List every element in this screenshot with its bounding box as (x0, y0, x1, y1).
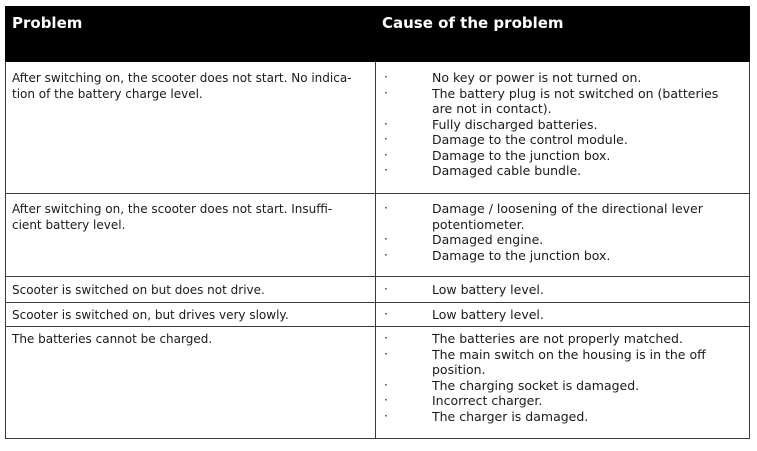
bullet-icon: · (384, 163, 388, 177)
bullet-icon: · (384, 331, 388, 345)
table-row (6, 327, 750, 439)
problem-text-line: After switching on, the scooter does not start. No indica- (12, 71, 352, 85)
bullet-icon: · (384, 247, 388, 262)
bullet-icon: · (384, 85, 388, 100)
cause-list-item (382, 409, 743, 425)
bullet-icon: · (384, 393, 388, 407)
cause-list-item (382, 282, 743, 298)
cause-cell (376, 62, 750, 194)
problem-text-line: Scooter is switched on but does not drive. (12, 283, 265, 297)
cause-list-item (382, 148, 743, 164)
bullet-icon: · (384, 377, 388, 392)
bullet-icon: · (384, 408, 388, 423)
cause-text-line: The main switch on the housing is in the off (432, 346, 706, 362)
cause-list-item (382, 378, 743, 394)
cause-list-item (382, 347, 743, 378)
cause-text-line: The charger is damaged. (432, 408, 589, 424)
problem-cell (6, 194, 376, 277)
table-body (6, 62, 750, 439)
troubleshooting-table (5, 6, 750, 439)
cause-text-line: position. (432, 362, 486, 377)
cause-text-line: Damaged cable bundle. (432, 163, 582, 178)
table-row (6, 277, 750, 303)
bullet-icon: · (384, 307, 388, 321)
bullet-icon: · (384, 70, 388, 84)
cause-text-line: Damage to the junction box. (432, 147, 611, 163)
table-row (6, 303, 750, 327)
bullet-icon: · (384, 282, 388, 296)
cause-list-item (382, 86, 743, 117)
cause-list-item (382, 307, 743, 323)
problem-text-line: The batteries cannot be charged. (12, 332, 213, 346)
cause-list-item (382, 132, 743, 148)
problem-cell (6, 62, 376, 194)
cause-text-line: Fully discharged batteries. (432, 116, 598, 132)
problem-text-line: After switching on, the scooter does not start. Insuffi- (12, 202, 333, 216)
problem-cell (6, 303, 376, 327)
cause-list-item (382, 393, 743, 409)
cause-text-line: The charging socket is damaged. (432, 377, 640, 393)
cause-text-line: Low battery level. (432, 282, 544, 297)
problem-column-header: Problem (6, 7, 376, 62)
cause-text-line: Damage to the control module. (432, 132, 628, 147)
cause-cell (376, 277, 750, 303)
cause-list-item (382, 248, 743, 264)
cause-list-item (382, 201, 743, 232)
cause-text-line: Damage to the junction box. (432, 247, 611, 263)
cause-text-line: potentiometer. (432, 216, 525, 232)
bullet-icon: · (384, 201, 388, 215)
bullet-icon: · (384, 116, 388, 131)
cause-cell (376, 303, 750, 327)
cause-list-item (382, 163, 743, 179)
cause-list-item (382, 117, 743, 133)
cause-text-line: Damage / loosening of the directional lever (432, 201, 703, 216)
cause-text-line: The batteries are not properly matched. (432, 331, 683, 346)
cause-column-header: Cause of the problem (376, 7, 750, 62)
cause-list-item (382, 331, 743, 347)
table-header-row (6, 7, 750, 62)
cause-text-line: Incorrect charger. (432, 393, 543, 408)
cause-text-line: No key or power is not turned on. (432, 70, 642, 85)
cause-text-line: are not in contact). (432, 101, 552, 116)
cause-text-line: The battery plug is not switched on (batteries (432, 85, 719, 101)
cause-text-line: Damaged engine. (432, 232, 544, 247)
problem-cell (6, 277, 376, 303)
bullet-icon: · (384, 132, 388, 146)
bullet-icon: · (384, 346, 388, 361)
table-row (6, 62, 750, 194)
cause-text-line: Low battery level. (432, 307, 544, 322)
problem-text-line: Scooter is switched on, but drives very slowly. (12, 308, 289, 322)
problem-cell (6, 327, 376, 439)
problem-text-line: tion of the battery charge level. (12, 87, 203, 101)
cause-list-item (382, 70, 743, 86)
bullet-icon: · (384, 232, 388, 246)
problem-text-line: cient battery level. (12, 218, 126, 232)
cause-list-item (382, 232, 743, 248)
cause-cell (376, 194, 750, 277)
cause-cell (376, 327, 750, 439)
table-row (6, 194, 750, 277)
bullet-icon: · (384, 147, 388, 162)
